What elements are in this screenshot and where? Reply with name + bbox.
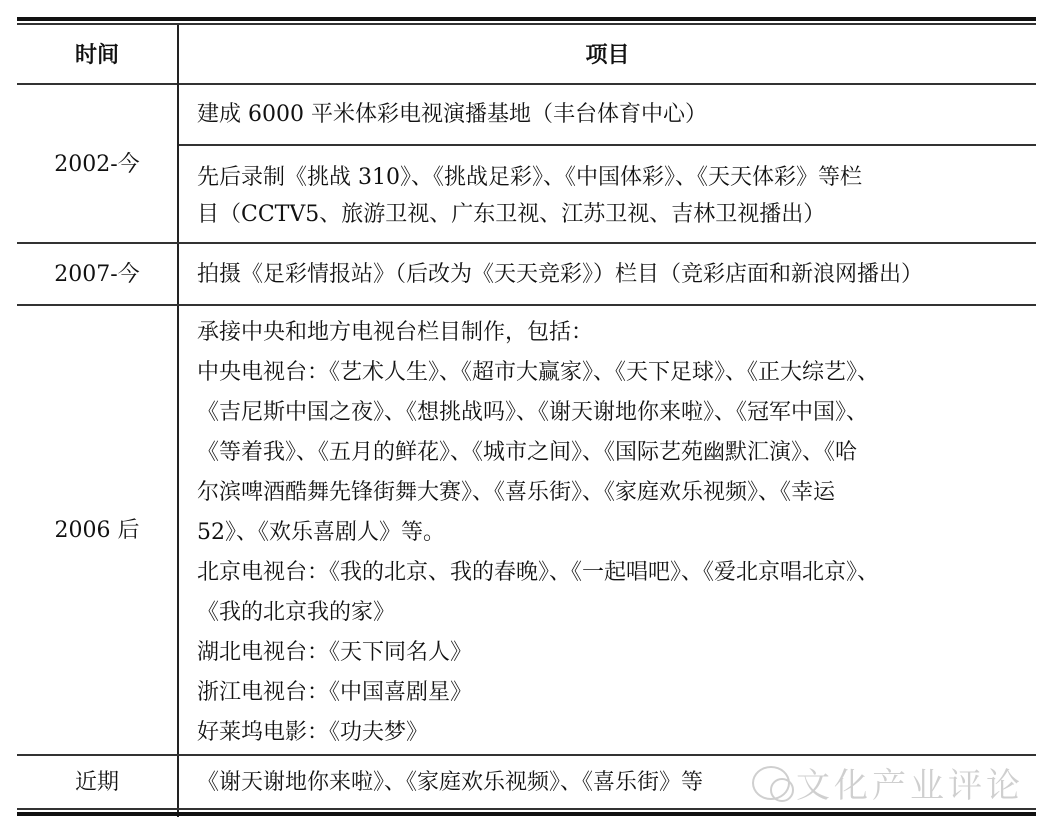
sub-row-rule <box>179 144 1036 146</box>
row-item-line: 北京电视台：《我的北京、我的春晚》、《一起唱吧》、《爱北京唱北京》、 <box>197 560 880 585</box>
row-item-line: 《谢天谢地你来啦》、《家庭欢乐视频》、《喜乐街》等 <box>197 770 704 795</box>
row-item-line: 目（CCTV5、旅游卫视、广东卫视、江苏卫视、吉林卫视播出） <box>197 202 826 227</box>
row-item-line: 《吉尼斯中国之夜》、《想挑战吗》、《谢天谢地你来啦》、《冠军中国》、 <box>197 400 869 425</box>
row-time-2006: 2006 后 <box>54 517 140 543</box>
row-item-line: 中央电视台：《艺术人生》、《超市大赢家》、《天下足球》、《正大综艺》、 <box>197 360 880 385</box>
header-item: 项目 <box>585 43 630 68</box>
row-item-line: 52》、《欢乐喜剧人》等。 <box>197 520 445 545</box>
row-item-line: 拍摄《足彩情报站》（后改为《天天竞彩》）栏目（竞彩店面和新浪网播出） <box>197 262 924 287</box>
top-rule-thick <box>17 17 1036 21</box>
row-item-line: 好莱坞电影：《功夫梦》 <box>197 720 429 745</box>
row-item-line: 《我的北京我的家》 <box>197 600 396 625</box>
watermark-text: 文化产业评论 <box>796 766 1024 806</box>
row-item-line: 承接中央和地方电视台栏目制作，包括： <box>197 320 594 345</box>
bottom-rule-thick <box>17 812 1036 816</box>
row-time-2007: 2007-今 <box>54 261 140 287</box>
row-item-line: 《等着我》、《五月的鲜花》、《城市之间》、《国际艺苑幽默汇演》、《哈 <box>197 440 858 465</box>
row-time-recent: 近期 <box>74 769 119 795</box>
row-item-line: 尔滨啤酒酷舞先锋街舞大赛》、《喜乐街》、《家庭欢乐视频》、《幸运 <box>197 480 836 505</box>
row-item-line: 湖北电视台：《天下同名人》 <box>197 640 473 665</box>
row-item-line: 先后录制《挑战 310》、《挑战足彩》、《中国体彩》、《天天体彩》等栏 <box>197 165 862 190</box>
header-time: 时间 <box>74 43 119 68</box>
wechat-icon <box>752 766 790 800</box>
row-time-2002: 2002-今 <box>54 151 140 177</box>
row-item-line: 浙江电视台：《中国喜剧星》 <box>197 680 473 705</box>
row-item-line: 建成 6000 平米体彩电视演播基地（丰台体育中心） <box>197 102 707 127</box>
top-rule-thin <box>17 23 1036 25</box>
watermark <box>752 758 1024 807</box>
bottom-rule-thin <box>17 808 1036 810</box>
